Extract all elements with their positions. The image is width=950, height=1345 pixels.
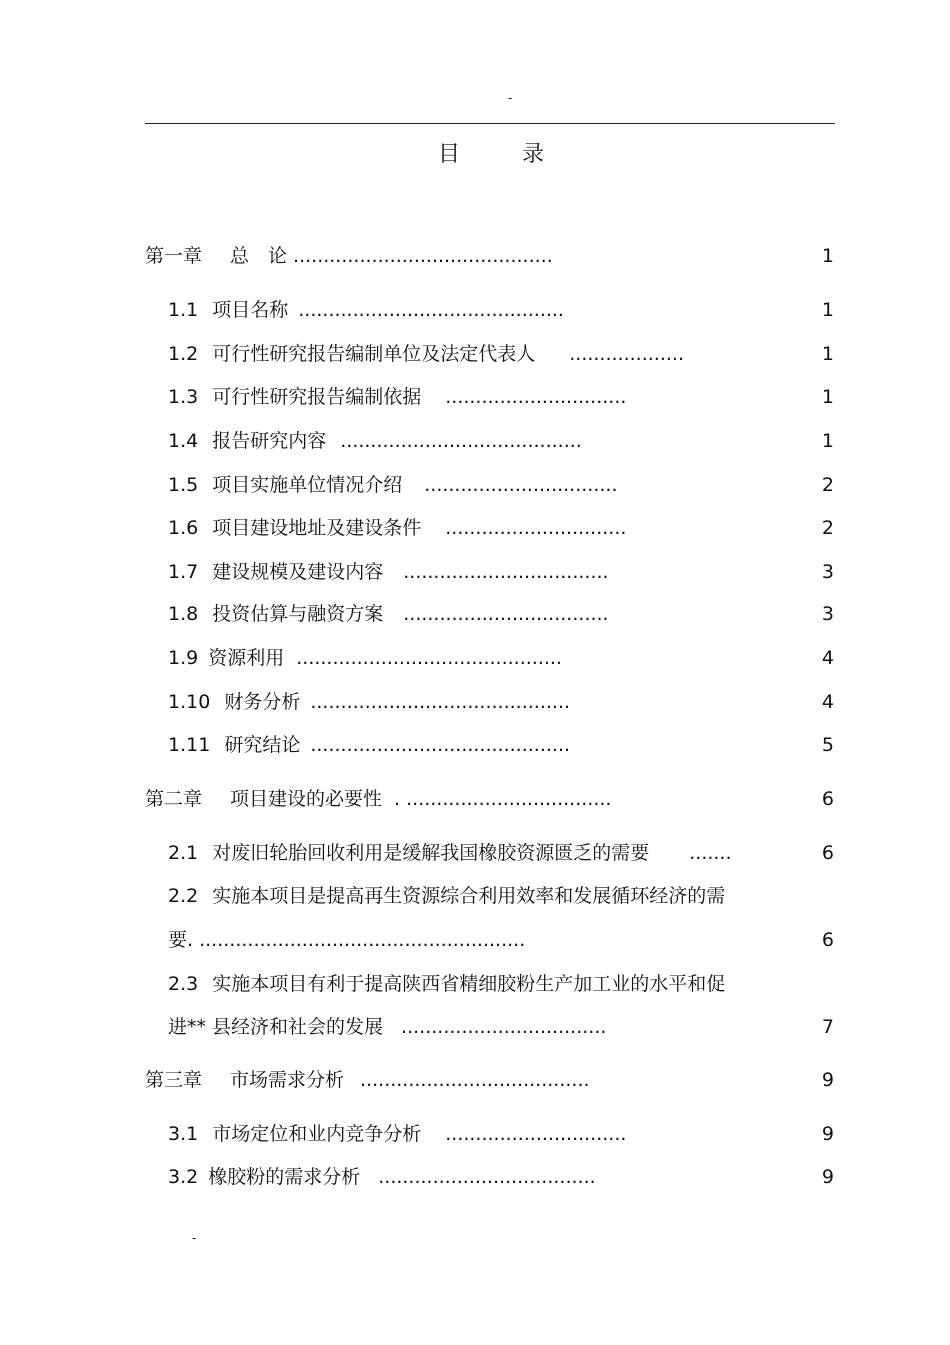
toc-number: 3.2 (168, 1166, 199, 1188)
toc-leader: .............................. (445, 517, 627, 539)
toc-entry-2-3[interactable] (168, 971, 725, 997)
toc-entry-2-2-continued[interactable] (168, 927, 525, 953)
toc-page-number: 9 (821, 1069, 834, 1091)
toc-number: 1.5 (168, 474, 199, 496)
toc-number: 2.2 (168, 885, 199, 907)
toc-page-number: 6 (821, 842, 834, 864)
header-mark: - (508, 91, 513, 105)
toc-title: 投资估算与融资方案 (212, 603, 384, 625)
toc-leader: . ...................................................... (187, 929, 526, 951)
toc-title: 项目建设地址及建设条件 (212, 517, 422, 539)
toc-entry-2-2[interactable] (168, 883, 725, 909)
toc-entry-2-1[interactable] (168, 840, 732, 866)
toc-title: 项目建设的必要性 (230, 788, 383, 810)
toc-leader: .................................... (378, 1166, 596, 1188)
toc-page-number: 2 (821, 474, 834, 496)
toc-title: 市场定位和业内竞争分析 (212, 1123, 422, 1145)
toc-leader: .................................. (403, 561, 609, 583)
toc-page-number: 4 (821, 691, 834, 713)
toc-number: 第三章 (145, 1069, 203, 1091)
toc-number: 1.2 (168, 343, 199, 365)
toc-page-number: 6 (821, 788, 834, 810)
toc-entry-3-1[interactable] (168, 1121, 626, 1147)
toc-number: 1.8 (168, 603, 199, 625)
toc-page-number: 6 (821, 929, 834, 951)
toc-entry-1-6[interactable] (168, 515, 626, 541)
toc-entry-2-3-continued[interactable] (168, 1014, 606, 1040)
toc-number: 2.1 (168, 842, 199, 864)
toc-leader: ...................................... (360, 1069, 590, 1091)
toc-number: 2.3 (168, 973, 199, 995)
toc-leader: ........................................ (340, 430, 582, 452)
toc-page-number: 3 (821, 561, 834, 583)
toc-entry-1-4[interactable] (168, 428, 582, 454)
toc-leader: .............................. (445, 386, 627, 408)
toc-entry-chapter-2[interactable] (145, 786, 611, 812)
toc-page-number: 1 (821, 430, 834, 452)
toc-leader: ........................................... (310, 691, 571, 713)
toc-title: 对废旧轮胎回收利用是缓解我国橡胶资源匮乏的需要 (212, 842, 650, 864)
toc-title: 项目实施单位情况介绍 (212, 474, 403, 496)
toc-page-number: 3 (821, 603, 834, 625)
header-rule (145, 123, 835, 124)
toc-number: 1.9 (168, 647, 199, 669)
toc-title: 财务分析 (224, 691, 301, 713)
toc-number: 1.6 (168, 517, 199, 539)
toc-leader: ........................................... (310, 734, 571, 756)
toc-entry-1-7[interactable] (168, 559, 609, 585)
toc-entry-1-1[interactable] (168, 297, 564, 323)
toc-number: 1.3 (168, 386, 199, 408)
toc-title: 橡胶粉的需求分析 (208, 1166, 361, 1188)
toc-title: 建设规模及建设内容 (212, 561, 384, 583)
toc-title: 研究结论 (224, 734, 301, 756)
toc-page-number: 1 (821, 386, 834, 408)
toc-leader: ............................................ (296, 647, 562, 669)
toc-title: 实施本项目是提高再生资源综合利用效率和发展循环经济的需 (212, 885, 726, 907)
toc-title: 要 (168, 929, 188, 951)
toc-title: 资源利用 (208, 647, 285, 669)
toc-number: 1.10 (168, 691, 211, 713)
toc-number: 3.1 (168, 1123, 199, 1145)
toc-entry-1-8[interactable] (168, 601, 609, 627)
toc-entry-1-3[interactable] (168, 384, 626, 410)
toc-leader: .............................. (445, 1123, 627, 1145)
toc-number: 第一章 (145, 245, 203, 267)
toc-leader: ................................ (424, 474, 618, 496)
toc-page-number: 9 (821, 1166, 834, 1188)
toc-number: 1.11 (168, 734, 211, 756)
toc-title: 可行性研究报告编制依据 (212, 386, 422, 408)
toc-page-number: 1 (821, 245, 834, 267)
toc-number: 第二章 (145, 788, 203, 810)
toc-page-number: 2 (821, 517, 834, 539)
toc-page-number: 1 (821, 343, 834, 365)
toc-title: 实施本项目有利于提高陕西省精细胶粉生产加工业的水平和促 (212, 973, 726, 995)
toc-title: 可行性研究报告编制单位及法定代表人 (212, 343, 536, 365)
toc-title: 市场需求分析 (230, 1069, 345, 1091)
toc-leader: ............................................ (298, 299, 564, 321)
toc-leader: ................... (569, 343, 684, 365)
toc-title: 进** 县经济和社会的发展 (168, 1016, 384, 1038)
toc-title: 报告研究内容 (212, 430, 327, 452)
toc-entry-1-2[interactable] (168, 341, 684, 367)
toc-page-number: 5 (821, 734, 834, 756)
toc-entry-1-9[interactable] (168, 645, 562, 671)
toc-number: 1.7 (168, 561, 199, 583)
toc-leader: .................................. (401, 1016, 607, 1038)
toc-entry-chapter-1[interactable] (145, 243, 553, 269)
toc-entry-3-2[interactable] (168, 1164, 596, 1190)
toc-number: 1.1 (168, 299, 199, 321)
toc-title: 总 论 (230, 245, 288, 267)
toc-page-number: 4 (821, 647, 834, 669)
page-title: 目录 (438, 142, 607, 167)
toc-entry-chapter-3[interactable] (145, 1067, 590, 1093)
toc-page-number: 9 (821, 1123, 834, 1145)
toc-leader: . .................................. (394, 788, 612, 810)
toc-entry-1-11[interactable] (168, 732, 570, 758)
footer-mark: - (192, 1231, 197, 1245)
toc-leader: .................................. (403, 603, 609, 625)
toc-page-number: 1 (821, 299, 834, 321)
toc-title: 项目名称 (212, 299, 289, 321)
toc-entry-1-5[interactable] (168, 472, 618, 498)
toc-entry-1-10[interactable] (168, 689, 570, 715)
toc-number: 1.4 (168, 430, 199, 452)
toc-page-number: 7 (821, 1016, 834, 1038)
toc-leader: ....... (689, 842, 732, 864)
toc-leader: ........................................... (293, 245, 553, 267)
